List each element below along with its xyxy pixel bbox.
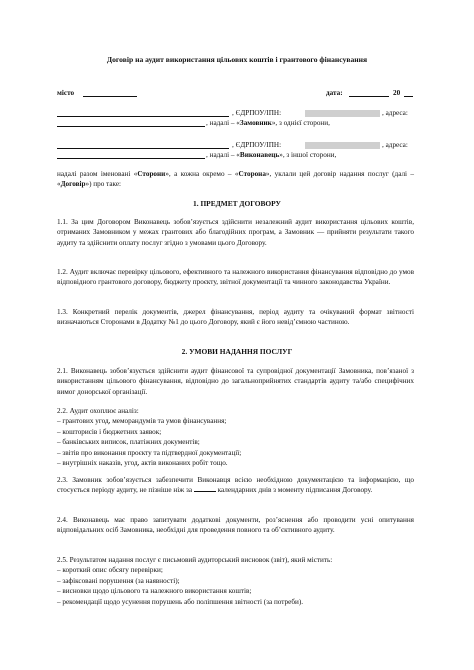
clause-1-2: 1.2. Аудит включає перевірку цільового, ефективного та належного використання фінансування відповідно до умов відповідного грантового договору, бюджету проєкту, звітної документації та чинного законодавства України. [57,268,414,287]
party1-name-blank[interactable] [57,109,229,117]
list-item: – внутрішніх наказів, угод, актів виконаних робіт тощо. [57,459,228,468]
clause-1-3: 1.3. Конкретний перелік документів, джерел фінансування, період аудиту та очікуваний формат звітності визначаються Сторонами в Додатку №1 до цього Договору, який є його невід’ємною частиною. [57,308,414,327]
party1-role-text: , надалі – «Замовник», з однієї сторони, [206,119,330,127]
place-label: місто [57,89,75,97]
clause-1-1: 1.1. За цим Договором Виконавець зобов’язується здійснити незалежний аудит використання цільових коштів, отриманих Замовником у межах грантових або благодійних програм, а Замовник — прийняти результати такого аудиту та здійснити оплату послуг згідно з умовами цього Договору. [57,218,414,247]
party2-name-blank[interactable] [57,141,229,149]
date-blank[interactable] [349,89,389,97]
party1-line1 [57,108,414,118]
intro-paragraph: надалі разом іменовані «Сторони», а кожна окремо – «Сторона», уклали цей договір надання послуг (далі – «Договір») про таке: [57,170,414,189]
party2-line1 [57,140,414,150]
party2-role: Виконавець [239,151,280,159]
list-item: – банківських виписок, платіжних документів; [57,438,200,447]
party1-address-blank[interactable] [57,119,205,127]
section1-heading: 1. ПРЕДМЕТ ДОГОВОРУ [193,199,281,208]
list-item: – рекомендації щодо усунення порушень або поліпшення звітності (за потреби). [57,597,304,606]
party1-role: Замовник [239,119,272,127]
party2-address-blank[interactable] [57,151,205,159]
list-item: – кошторисів і бюджетних заявок; [57,427,162,436]
list-item: – висновки щодо цільового та належного використання коштів; [57,587,252,596]
clause-2-5 [57,555,414,607]
date-year: 20 [393,89,401,97]
party1-address-label: , адреса: [382,109,408,117]
clause-2-2 [57,406,414,468]
party2-edrpou-field[interactable] [305,142,380,149]
place-date-row [57,88,414,98]
date-label: дата: [326,89,343,97]
year-blank[interactable] [404,89,413,97]
clause-2-5-intro: 2.5. Результатом надання послуг є письмовий аудиторський висновок (звіт), який містить: [57,556,333,564]
clause-2-1: 2.1. Виконавець зобов’язується здійснити аудит фінансової та супровідної документації Замовника, пов’язаної з використанням цільового фінансування, відповідно до загальноприйнятих стандартів аудиту та/або специфічних вимог донорської організації. [57,367,414,396]
list-item: – грантових угод, меморандумів та умов фінансування; [57,417,227,426]
party2-address-label: , адреса: [382,141,408,149]
party2-edrpou-label: , ЄДРПОУ/ІПН: [232,141,282,149]
clause-2-3: 2.3. Замовник зобов’язується забезпечити Виконавця всією необхідною документацією та інформацією, що стосується періоду аудиту, не пізніше ніж за календарних днів з моменту підписання Договору. [57,476,414,495]
days-blank[interactable] [194,485,216,492]
party1-line2 [57,118,414,128]
party2-line2 [57,150,414,160]
document-title: Договір на аудит використання цільових коштів і грантового фінансування [106,55,368,64]
section2-heading: 2. УМОВИ НАДАННЯ ПОСЛУГ [181,347,293,356]
clause-2-2-intro: 2.2. Аудит охоплює аналіз: [57,407,139,415]
clause-2-4: 2.4. Виконавець має право запитувати додаткові документи, роз’яснення або проводити усні опитування відповідальних осіб Замовника, необхідні для проведення повного та об’єктивного аудиту. [57,516,414,535]
list-item: – зафіксовані порушення (за наявності); [57,576,180,585]
list-item: – звітів про виконання проєкту та підтвердної документації; [57,448,242,457]
place-blank[interactable] [83,89,137,97]
party1-edrpou-field[interactable] [305,110,380,117]
party2-role-text: , надалі – «Виконавець», з іншої сторони, [206,151,337,159]
party1-edrpou-label: , ЄДРПОУ/ІПН: [232,109,282,117]
list-item: – короткий опис обсягу перевірки; [57,566,163,575]
